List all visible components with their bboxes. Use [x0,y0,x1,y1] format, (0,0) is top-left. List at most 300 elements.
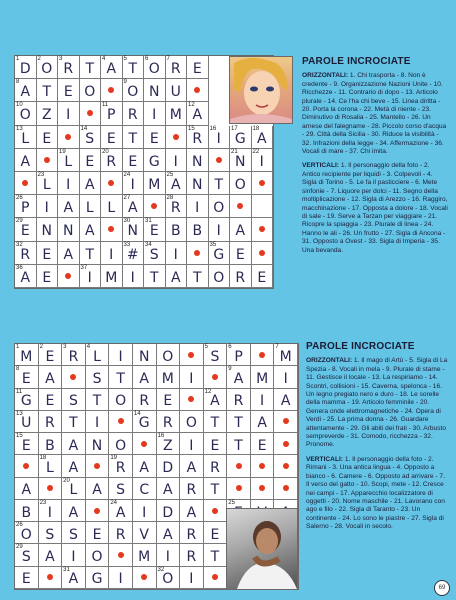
grid-cell[interactable] [180,411,204,433]
black-cell [252,218,274,241]
handwritten-letter: I [216,130,221,147]
grid-cell[interactable] [86,567,110,589]
handwritten-letter: T [42,84,52,101]
handwritten-letter: A [68,504,79,521]
grid-cell[interactable] [251,389,275,411]
grid-cell[interactable] [157,411,181,433]
handwritten-letter: E [257,437,267,454]
handwritten-letter: T [192,269,202,286]
grid-cell[interactable] [123,102,145,125]
clue-number: 5 [123,56,127,62]
handwritten-letter: O [127,84,139,101]
grid-cell[interactable] [227,344,251,366]
clue-number: 16 [157,433,165,440]
grid-cell[interactable] [230,265,252,288]
clue-number: 34 [145,241,152,248]
grid-cell[interactable] [157,522,181,544]
black-cell [166,126,188,149]
grid-cell[interactable] [209,218,231,241]
grid-cell[interactable] [37,218,59,241]
grid-cell[interactable] [15,242,37,265]
red-dot-marker [259,250,265,256]
grid-cell[interactable] [86,544,110,566]
grid-cell[interactable] [133,389,157,411]
handwritten-letter: O [20,526,32,543]
grid-cell[interactable] [166,149,188,172]
grid-cell[interactable] [80,172,102,195]
grid-cell[interactable] [166,218,188,241]
grid-cell[interactable] [187,149,209,172]
grid-cell[interactable] [180,433,204,455]
clue-number: 17 [231,125,238,132]
handwritten-letter: I [66,107,71,124]
handwritten-letter: P [234,348,243,365]
clue-number: 14 [80,125,88,132]
grid-cell[interactable] [157,478,181,500]
grid-cell[interactable] [101,242,123,265]
grid-cell[interactable] [204,544,228,566]
handwritten-letter: E [63,84,73,101]
grid-cell[interactable] [101,265,123,288]
handwritten-letter: E [20,223,30,240]
black-cell [204,366,228,388]
grid-cell[interactable] [15,567,39,589]
grid-cell[interactable] [62,344,86,366]
grid-cell[interactable] [109,366,133,388]
grid-cell[interactable] [58,195,80,218]
grid-cell[interactable] [86,522,110,544]
grid-cell[interactable] [157,455,181,477]
handwritten-letter: E [45,393,55,410]
grid-cell[interactable] [62,389,86,411]
grid-cell[interactable] [37,195,59,218]
grid-cell[interactable] [252,265,274,288]
grid-cell[interactable] [123,126,145,149]
page-number: 69 [434,580,450,596]
grid-cell[interactable] [101,195,123,218]
handwritten-letter: I [87,269,92,286]
black-cell [209,149,231,172]
handwritten-letter: A [163,482,173,499]
grid-cell[interactable] [86,433,110,455]
grid-cell[interactable] [62,567,86,589]
grid-cell[interactable] [227,411,251,433]
handwritten-letter: R [210,459,220,476]
black-cell [86,500,110,522]
grid-cell[interactable] [204,522,228,544]
grid-cell[interactable] [109,455,133,477]
handwritten-letter: A [68,437,79,454]
grid-cell[interactable] [157,567,181,589]
grid-cell[interactable] [187,56,209,79]
handwritten-letter: N [127,223,138,240]
grid-cell[interactable] [133,522,157,544]
grid-cell[interactable] [15,522,39,544]
handwritten-letter: O [84,84,96,101]
red-dot-marker [283,485,289,491]
handwritten-letter: A [63,246,74,263]
grid-cell[interactable] [251,433,275,455]
grid-cell[interactable] [15,126,37,149]
grid-cell[interactable] [123,265,145,288]
grid-cell[interactable] [86,478,110,500]
grid-cell[interactable] [123,172,145,195]
vertical-label-2: VERTICALI: [306,455,343,463]
handwritten-letter: A [127,200,138,217]
grid-cell[interactable] [133,344,157,366]
handwritten-letter: R [139,393,150,410]
handwritten-letter: M [138,549,151,566]
grid-cell[interactable] [187,265,209,288]
grid-cell[interactable] [123,79,145,102]
clue-number: 15 [16,433,23,440]
grid-cell[interactable] [80,265,102,288]
grid-cell[interactable] [37,56,59,79]
grid-cell[interactable] [62,455,86,477]
grid-cell[interactable] [101,102,123,125]
grid-cell[interactable] [230,149,252,172]
handwritten-letter: I [216,223,221,240]
grid-cell[interactable] [133,411,157,433]
grid-cell[interactable] [86,366,110,388]
grid-cell[interactable] [227,433,251,455]
grid-cell[interactable] [109,344,133,366]
clue-number: 29 [16,218,23,225]
photo-area-cell [209,79,231,102]
handwritten-letter: A [21,482,32,499]
grid-cell[interactable] [37,79,59,102]
clue-number: 6 [145,56,149,62]
grid-cell[interactable] [15,500,39,522]
grid-cell[interactable] [230,242,252,265]
handwritten-letter: A [186,504,197,521]
grid-cell[interactable] [86,344,110,366]
handwritten-letter: S [116,482,126,499]
grid-cell[interactable] [144,242,166,265]
grid-cell[interactable] [39,433,63,455]
grid-cell[interactable] [15,411,39,433]
grid-cell[interactable] [58,218,80,241]
grid-cell[interactable] [80,195,102,218]
grid-cell[interactable] [62,433,86,455]
red-dot-marker [259,180,265,186]
grid-cell[interactable] [58,79,80,102]
grid-cell[interactable] [252,149,274,172]
handwritten-letter: M [148,177,161,194]
grid-cell[interactable] [144,102,166,125]
handwritten-letter: T [116,370,125,387]
grid-cell[interactable] [144,79,166,102]
red-dot-marker [188,396,194,402]
grid-cell[interactable] [15,102,37,125]
clue-number: 13 [16,410,23,417]
grid-cell[interactable] [204,478,228,500]
grid-cell[interactable] [15,218,37,241]
grid-cell[interactable] [274,366,298,388]
grid-cell[interactable] [80,242,102,265]
grid-cell[interactable] [62,411,86,433]
grid-cell[interactable] [80,79,102,102]
grid-cell[interactable] [180,478,204,500]
grid-cell[interactable] [15,544,39,566]
handwritten-letter: O [148,61,160,78]
grid-cell[interactable] [39,366,63,388]
grid-cell[interactable] [187,126,209,149]
handwritten-letter: T [210,549,220,566]
red-dot-marker [108,226,114,232]
handwritten-letter: D [19,61,31,78]
handwritten-letter: A [139,459,149,476]
grid-cell[interactable] [157,544,181,566]
grid-cell[interactable] [80,149,102,172]
grid-cell[interactable] [123,149,145,172]
grid-cell[interactable] [15,344,39,366]
grid-cell[interactable] [80,56,102,79]
grid-cell[interactable] [58,172,80,195]
grid-cell[interactable] [166,265,188,288]
grid-cell[interactable] [252,126,274,149]
clue-number: 35 [209,241,217,248]
grid-cell[interactable] [37,265,59,288]
black-cell [252,242,274,265]
clue-number: 25 [228,499,235,506]
handwritten-letter: I [189,370,194,387]
clue-number: 13 [16,125,23,132]
grid-cell[interactable] [62,544,86,566]
grid-cell[interactable] [39,389,63,411]
handwritten-letter: G [213,246,225,263]
grid-cell[interactable] [157,433,181,455]
grid-cell[interactable] [37,242,59,265]
grid-cell[interactable] [58,149,80,172]
grid-cell[interactable] [86,411,110,433]
clue-number: 11 [102,102,109,109]
grid-cell[interactable] [109,433,133,455]
grid-cell[interactable] [133,455,157,477]
handwritten-letter: C [139,482,150,499]
grid-cell[interactable] [144,265,166,288]
grid-cell[interactable] [109,567,133,589]
handwritten-letter: N [138,348,150,365]
grid-cell[interactable] [123,218,145,241]
black-cell [109,544,133,566]
grid-cell[interactable] [15,56,37,79]
grid-cell[interactable] [180,544,204,566]
grid-cell[interactable] [227,389,251,411]
grid-cell[interactable] [58,56,80,79]
handwritten-letter: R [106,153,117,170]
red-dot-marker [259,463,265,469]
horizontal-clues-2 [306,357,449,449]
grid-cell[interactable] [133,544,157,566]
clue-number: 26 [16,522,23,529]
grid-cell[interactable] [39,500,63,522]
grid-cell[interactable] [157,500,181,522]
grid-cell[interactable] [123,195,145,218]
grid-cell[interactable] [251,411,275,433]
red-dot-marker [118,552,124,558]
handwritten-letter: E [42,269,52,286]
grid-cell[interactable] [180,522,204,544]
handwritten-letter: S [210,348,220,365]
grid-cell[interactable] [62,500,86,522]
grid-cell[interactable] [39,455,63,477]
grid-cell[interactable] [109,522,133,544]
grid-cell[interactable] [204,455,228,477]
grid-cell[interactable] [15,478,39,500]
grid-cell[interactable] [80,218,102,241]
grid-cell[interactable] [62,522,86,544]
grid-cell[interactable] [187,195,209,218]
photo-area-cell [209,102,231,125]
grid-cell[interactable] [15,433,39,455]
grid-cell[interactable] [166,102,188,125]
grid-cell[interactable] [37,102,59,125]
grid-cell[interactable] [144,172,166,195]
grid-cell[interactable] [187,218,209,241]
handwritten-letter: I [66,177,71,194]
black-cell [86,455,110,477]
grid-cell[interactable] [157,366,181,388]
grid-cell[interactable] [166,79,188,102]
handwritten-letter: D [162,504,174,521]
grid-cell[interactable] [109,478,133,500]
clue-number: 11 [16,388,23,395]
clue-number: 28 [166,195,174,202]
grid-cell[interactable] [227,366,251,388]
handwritten-letter: L [21,130,30,147]
handwritten-letter: G [138,415,150,432]
grid-cell[interactable] [209,172,231,195]
handwritten-letter: V [139,526,149,543]
grid-cell[interactable] [15,149,37,172]
grid-cell[interactable] [166,56,188,79]
red-dot-marker [283,418,289,424]
grid-cell[interactable] [133,366,157,388]
handwritten-letter: R [20,246,31,263]
grid-cell[interactable] [180,500,204,522]
grid-cell[interactable] [230,126,252,149]
grid-cell[interactable] [204,433,228,455]
clue-number: 25 [166,172,174,178]
grid-cell[interactable] [209,242,231,265]
grid-cell[interactable] [144,218,166,241]
clue-number: 33 [123,241,131,248]
grid-cell[interactable] [133,478,157,500]
grid-cell[interactable] [166,242,188,265]
grid-cell[interactable] [230,172,252,195]
handwritten-letter: R [186,482,197,499]
grid-cell[interactable] [39,411,63,433]
grid-cell[interactable] [166,195,188,218]
grid-cell[interactable] [204,344,228,366]
clue-number: 1 [16,344,20,350]
grid-cell[interactable] [80,126,102,149]
grid-cell[interactable] [15,195,37,218]
handwritten-letter: R [115,459,126,476]
grid-cell[interactable] [101,126,123,149]
handwritten-letter: A [45,370,55,387]
grid-cell[interactable] [157,389,181,411]
grid-cell[interactable] [15,366,39,388]
grid-cell[interactable] [209,195,231,218]
handwritten-letter: A [68,459,79,476]
grid-cell[interactable] [15,79,37,102]
grid-cell[interactable] [37,172,59,195]
handwritten-letter: R [186,549,197,566]
clue-number: 36 [16,264,23,271]
handwritten-letter: S [149,246,159,263]
handwritten-letter: E [210,526,220,543]
grid-cell[interactable] [251,366,275,388]
grid-cell[interactable] [133,500,157,522]
grid-cell[interactable] [62,478,86,500]
red-dot-marker [65,273,71,279]
grid-cell[interactable] [209,265,231,288]
grid-cell[interactable] [123,56,145,79]
handwritten-letter: I [260,393,265,410]
grid-cell[interactable] [15,389,39,411]
handwritten-letter: B [170,223,181,240]
grid-cell[interactable] [274,389,298,411]
grid-cell[interactable] [101,149,123,172]
handwritten-letter: O [115,393,127,410]
grid-cell[interactable] [144,126,166,149]
grid-cell[interactable] [39,522,63,544]
grid-cell[interactable] [58,102,80,125]
portrait-illustration-1 [230,57,292,123]
handwritten-letter: L [45,459,54,476]
grid-cell[interactable] [39,344,63,366]
grid-cell[interactable] [166,172,188,195]
handwritten-letter: R [192,130,203,147]
grid-cell[interactable] [209,126,231,149]
grid-cell[interactable] [180,567,204,589]
grid-cell[interactable] [109,389,133,411]
red-dot-marker [283,441,289,447]
handwritten-letter: N [192,153,203,170]
red-dot-marker [47,485,53,491]
grid-cell[interactable] [109,500,133,522]
grid-cell[interactable] [39,544,63,566]
clue-number: 31 [63,566,70,573]
grid-cell[interactable] [204,411,228,433]
grid-cell[interactable] [230,218,252,241]
handwritten-letter: I [47,504,52,521]
grid-cell[interactable] [204,389,228,411]
grid-cell[interactable] [187,172,209,195]
handwritten-letter: T [128,130,138,147]
handwritten-letter: I [152,107,157,124]
clue-number: 1 [16,56,20,62]
grid-cell[interactable] [252,195,274,218]
black-cell [144,195,166,218]
grid-cell[interactable] [123,242,145,265]
grid-cell[interactable] [274,344,298,366]
red-dot-marker [188,352,194,358]
grid-cell[interactable] [58,242,80,265]
grid-cell[interactable] [157,344,181,366]
grid-cell[interactable] [86,389,110,411]
grid-cell[interactable] [187,102,209,125]
grid-cell[interactable] [37,126,59,149]
grid-cell[interactable] [144,149,166,172]
grid-cell[interactable] [180,366,204,388]
grid-cell[interactable] [15,265,37,288]
grid-cell[interactable] [144,56,166,79]
grid-cell[interactable] [101,56,123,79]
grid-cell[interactable] [180,455,204,477]
